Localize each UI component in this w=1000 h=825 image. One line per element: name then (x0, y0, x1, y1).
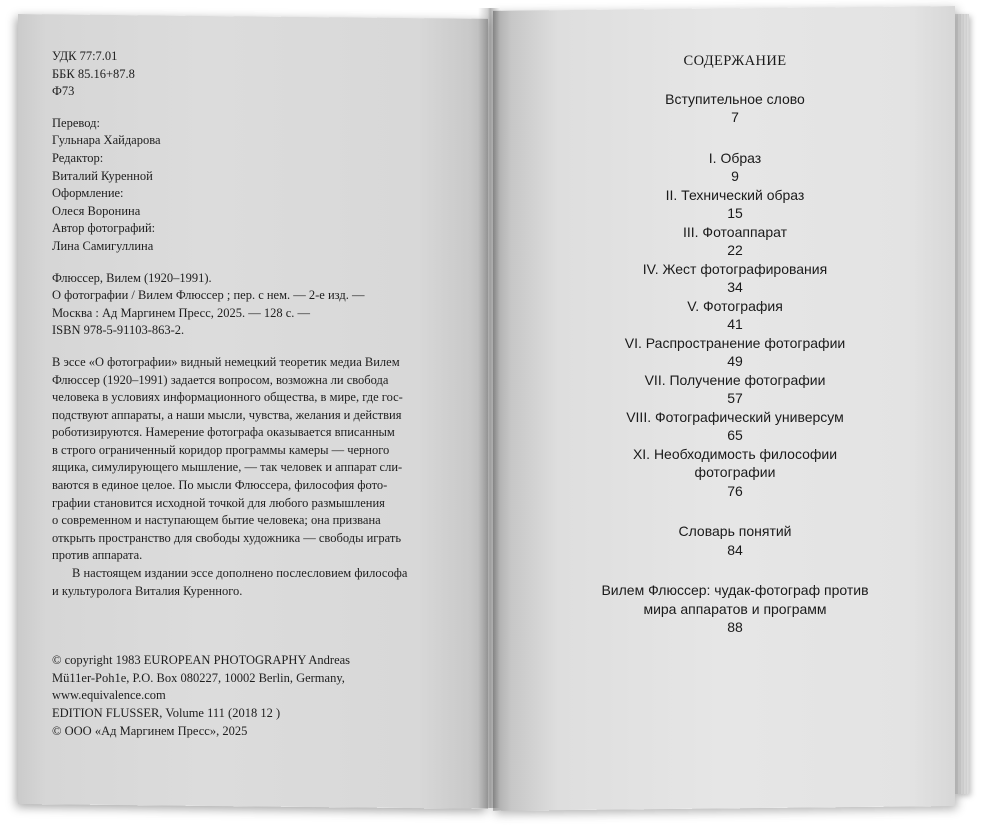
annotation-line: ящика, симулирующего мышление, — так человек и аппарат сли- (52, 460, 403, 475)
copyright-line: www.equivalence.com (52, 688, 166, 703)
copyright-line: Mü11er-Poh1e, P.O. Box 080227, 10002 Berlin, Germany, (52, 670, 345, 685)
toc-entry-page: 7 (731, 109, 739, 125)
toc-entry-title: IV. Жест фотографирования (642, 260, 828, 277)
toc-entry-page: 22 (727, 242, 743, 258)
annotation-line: ваются в единое целое. По мысли Флюссера, философия фото- (52, 478, 388, 493)
copyright-line: EDITION FLUSSER, Volume 111 (2018 12 ) (52, 706, 281, 720)
annotation-line: человека в условиях информационного общества, в мире, где гос- (52, 390, 403, 405)
copyright-line: © copyright 1983 EUROPEAN PHOTOGRAPHY Andreas (52, 653, 351, 668)
toc-entry-title: VI. Распространение фотографии (624, 334, 846, 351)
toc-entry-title: III. Фотоаппарат (682, 223, 788, 240)
credit-line: Перевод: (52, 115, 100, 130)
udk-code: УДК 77:7.01 (52, 49, 118, 63)
credit-line: Редактор: (52, 150, 104, 165)
book-gutter (478, 8, 500, 808)
page-edges (955, 14, 969, 794)
annotation-line: подствуют аппараты, а наши мысли, чувства, желания и действия (52, 407, 402, 422)
toc-entry-page: 49 (727, 353, 743, 369)
annotation-line: Флюссер (1920–1991) задается вопросом, возможна ли свобода (52, 372, 389, 387)
annotation-line: В настоящем издании эссе дополнено послесловием философа (72, 566, 408, 581)
toc-entry-title: Вступительное слово (665, 90, 805, 107)
toc-entry-page: 57 (727, 390, 743, 406)
credit-line: Виталий Куренной (52, 168, 153, 183)
toc-entry-title-cont: мира аппаратов и программ (643, 600, 827, 617)
annotation-line: открыть пространство для свободы художника — свободы играть (52, 530, 402, 545)
toc-entry-title: Вилем Флюссер: чудак-фотограф против (601, 582, 869, 598)
bibliography-line: Флюссер, Вилем (1920–1991). (52, 270, 212, 285)
bbk-code: ББК 85.16+87.8 (52, 66, 135, 81)
copyright-line: © ООО «Ад Маргинем Пресс», 2025 (52, 723, 248, 738)
bibliography-line: О фотографии / Вилем Флюссер ; пер. с нем. — 2-е изд. — (52, 288, 365, 303)
annotation-line: о современном и наступающем бытие человека; она призвана (52, 513, 381, 528)
annotation-line: графии становится исходной точкой для любого размышления (52, 495, 385, 510)
toc-entry-page: 76 (727, 482, 743, 499)
author-code: Ф73 (52, 84, 75, 99)
bibliography-line: Москва : Ад Маргинем Пресс, 2025. — 128 с. — (52, 305, 311, 320)
toc-entry-page: 15 (727, 205, 743, 221)
toc-entry-page: 88 (727, 619, 743, 635)
toc-entry-title: VIII. Фотографический универсум (626, 408, 844, 425)
annotation-line: роботизируются. Намерение фотографа оказывается вписанным (52, 425, 395, 440)
toc-entry-title: V. Фотография (687, 297, 783, 314)
toc-entry-title: XI. Необходимость философии (632, 445, 838, 462)
toc-entry-title: Словарь понятий (678, 523, 792, 539)
toc-entry-title-cont: фотографии (694, 464, 776, 480)
imprint-text (52, 48, 452, 740)
toc-entry-page: 9 (731, 168, 739, 184)
toc-entry-title: VII. Получение фотографии (644, 371, 826, 388)
toc-entry-page: 65 (727, 427, 743, 443)
toc-entry-page: 34 (727, 279, 743, 295)
credit-line: Олеся Воронина (52, 203, 141, 218)
credit-line: Лина Самигуллина (52, 238, 154, 253)
bibliography-line: ISBN 978-5-91103-863-2. (52, 323, 185, 338)
annotation-line: против аппарата. (52, 548, 143, 563)
toc-entry-page: 84 (727, 541, 743, 558)
table-of-contents (535, 52, 935, 637)
annotation-line: в строго ограниченный коридор программы камеры — черного (52, 442, 390, 457)
toc-entry-title: I. Образ (708, 149, 762, 166)
toc-entry-page: 41 (727, 316, 743, 332)
credit-line: Гульнара Хайдарова (52, 133, 161, 148)
credit-line: Оформление: (52, 186, 124, 201)
annotation-line: В эссе «О фотографии» видный немецкий теоретик медиа Вилем (52, 354, 400, 369)
credit-line: Автор фотографий: (52, 221, 156, 236)
toc-heading: СОДЕРЖАНИЕ (683, 53, 787, 69)
toc-entry-title: II. Технический образ (665, 186, 805, 203)
annotation-line: и культуролога Виталия Куренного. (52, 583, 243, 598)
